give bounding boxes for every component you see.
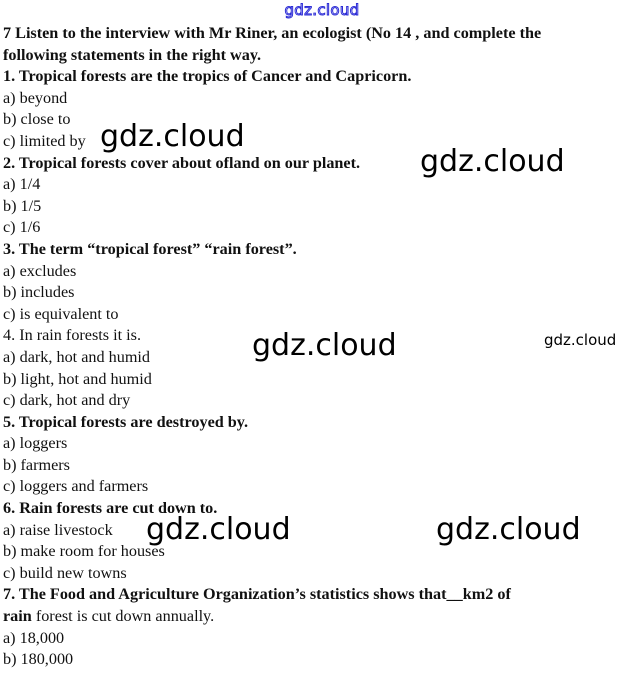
question-5-option-c: c) loggers and farmers: [3, 477, 149, 496]
watermark-small: gdz.cloud: [544, 331, 617, 349]
task-header-line-1: 7 Listen to the interview with Mr Riner, an ecologist (No 14 , and complete the: [3, 24, 542, 42]
question-4-option-c: c) dark, hot and dry: [3, 391, 131, 410]
question-3-option-b: b) includes: [3, 283, 75, 302]
question-5-option-b: b) farmers: [3, 455, 70, 474]
question-7-option-a: a) 18,000: [3, 628, 65, 647]
question-2-option-c: c) 1/6: [3, 218, 41, 237]
question-1-option-a: a) beyond: [3, 88, 68, 107]
question-6-prompt: 6. Rain forests are cut down to.: [3, 499, 218, 518]
question-4-prompt: 4. In rain forests it is.: [3, 326, 142, 345]
question-2-prompt: 2. Tropical forests cover about ofland on our planet.: [3, 153, 361, 172]
question-2-option-a: a) 1/4: [3, 175, 41, 194]
question-7-prompt-line-2: [3, 606, 639, 628]
question-3-option-a: a) excludes: [3, 261, 77, 280]
question-7-option-b: b) 180,000: [3, 650, 74, 669]
question-5-prompt: 5. Tropical forests are destroyed by.: [3, 412, 249, 431]
question-5-option-a: a) loggers: [3, 434, 68, 453]
question-4-option-a: a) dark, hot and humid: [3, 347, 150, 366]
question-7-prompt-bold-word: rain: [3, 607, 32, 626]
watermark-5: gdz.cloud: [436, 512, 581, 547]
question-1-option-b: b) close to: [3, 110, 71, 129]
question-1-option-c: c) limited by: [3, 131, 86, 150]
question-7-prompt-rest: forest is cut down annually.: [31, 607, 215, 626]
question-6-option-b: b) make room for houses: [3, 542, 165, 561]
question-6-option-a: a) raise livestock: [3, 520, 113, 539]
question-6-option-c: c) build new towns: [3, 563, 127, 582]
question-4-option-b: b) light, hot and humid: [3, 369, 152, 388]
question-3-option-c: c) is equivalent to: [3, 304, 119, 323]
watermark-4: gdz.cloud: [146, 512, 291, 547]
watermark-1: gdz.cloud: [100, 119, 245, 154]
question-2-option-b: b) 1/5: [3, 196, 42, 215]
question-3-prompt: 3. The term “tropical forest” “rain forest”.: [3, 239, 297, 258]
question-1-prompt: 1. Tropical forests are the tropics of Cancer and Capricorn.: [3, 67, 412, 86]
task-header-line-2: following statements in the right way.: [3, 45, 262, 64]
watermark-top: gdz.cloud: [284, 1, 360, 19]
watermark-3: gdz.cloud: [252, 328, 397, 363]
question-7-prompt-line-1: 7. The Food and Agriculture Organization’s statistics shows that__km2 of: [3, 585, 511, 604]
watermark-2: gdz.cloud: [420, 144, 565, 179]
